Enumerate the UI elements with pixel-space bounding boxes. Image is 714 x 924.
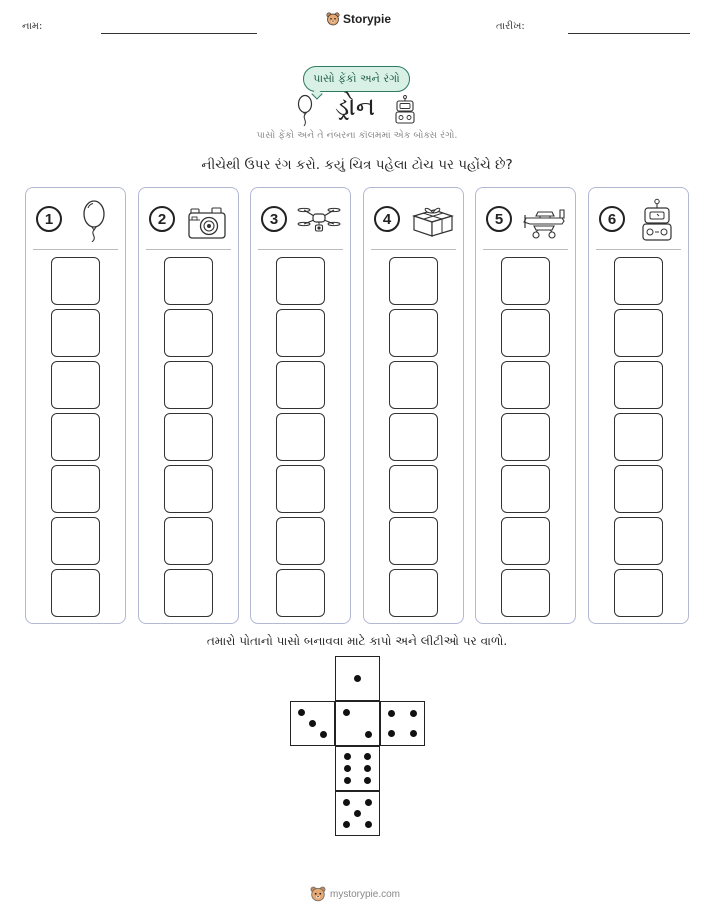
pip	[298, 709, 305, 716]
subtitle: પાસો ફેંકો અને તે નંબરના કૉલમમાં એક બોક્સ રંગો.	[256, 130, 458, 141]
robot-icon	[635, 198, 679, 242]
pip	[365, 799, 372, 806]
column-divider	[33, 249, 118, 250]
color-box[interactable]	[501, 413, 550, 461]
column-number: 3	[261, 206, 287, 232]
color-box[interactable]	[164, 465, 213, 513]
color-box[interactable]	[501, 517, 550, 565]
date-line[interactable]	[568, 33, 690, 34]
color-box[interactable]	[614, 257, 663, 305]
column-number: 4	[374, 206, 400, 232]
pip	[410, 730, 417, 737]
date-label: તારીખ:	[496, 21, 525, 32]
column-number: 2	[149, 206, 175, 232]
pip	[343, 709, 350, 716]
column-divider	[596, 249, 681, 250]
bear-icon	[326, 12, 340, 26]
color-box[interactable]	[51, 309, 100, 357]
pip	[344, 777, 351, 784]
color-box[interactable]	[51, 465, 100, 513]
pip	[320, 731, 327, 738]
color-box[interactable]	[276, 569, 325, 617]
die-face-2	[335, 701, 380, 746]
color-box[interactable]	[614, 569, 663, 617]
color-box[interactable]	[164, 517, 213, 565]
badge-text: પાસો ફેંકો અને રંગો	[313, 72, 400, 85]
color-box[interactable]	[389, 413, 438, 461]
color-box[interactable]	[51, 413, 100, 461]
instruction: નીચેથી ઉપર રંગ કરો. કયું ચિત્ર પહેલા ટોચ પર પહોંચે છે?	[201, 157, 513, 173]
color-box[interactable]	[501, 569, 550, 617]
color-box[interactable]	[51, 257, 100, 305]
color-box[interactable]	[389, 569, 438, 617]
color-box[interactable]	[51, 517, 100, 565]
column-number: 1	[36, 206, 62, 232]
column-divider	[258, 249, 343, 250]
color-box[interactable]	[276, 413, 325, 461]
column-6	[588, 187, 689, 624]
cut-instruction: તમારો પોતાનો પાસો બનાવવા માટે કાપો અને લીટીઓ પર વાળો.	[206, 634, 508, 648]
page-title: ડ્રોન	[335, 92, 376, 122]
color-box[interactable]	[51, 361, 100, 409]
color-box[interactable]	[614, 309, 663, 357]
pip	[410, 710, 417, 717]
die-face-5	[335, 791, 380, 836]
color-box[interactable]	[389, 517, 438, 565]
color-box[interactable]	[389, 465, 438, 513]
die-face-4	[380, 701, 425, 746]
color-box[interactable]	[276, 465, 325, 513]
pip	[344, 753, 351, 760]
color-box[interactable]	[164, 569, 213, 617]
pip	[365, 821, 372, 828]
color-box[interactable]	[614, 517, 663, 565]
pip	[388, 730, 395, 737]
balloon-icon	[296, 94, 314, 128]
badge	[303, 66, 410, 92]
column-number: 5	[486, 206, 512, 232]
color-box[interactable]	[276, 361, 325, 409]
drone-icon	[297, 198, 341, 242]
camera-icon	[185, 198, 229, 242]
pip	[364, 777, 371, 784]
color-box[interactable]	[614, 361, 663, 409]
pip	[343, 821, 350, 828]
color-box[interactable]	[389, 257, 438, 305]
pip	[364, 765, 371, 772]
color-box[interactable]	[501, 361, 550, 409]
balloon-icon	[72, 198, 116, 242]
column-divider	[483, 249, 568, 250]
die-face-3	[290, 701, 335, 746]
name-line[interactable]	[101, 33, 257, 34]
die-face-1	[335, 656, 380, 701]
color-box[interactable]	[501, 257, 550, 305]
brand-name: Storypie	[343, 12, 392, 26]
pip	[309, 720, 316, 727]
storypie-logo	[326, 12, 391, 26]
color-box[interactable]	[389, 361, 438, 409]
gift-box-icon	[410, 198, 454, 242]
color-box[interactable]	[614, 465, 663, 513]
die-face-6	[335, 746, 380, 791]
pip	[364, 753, 371, 760]
airplane-icon	[522, 198, 566, 242]
column-3	[250, 187, 351, 624]
color-box[interactable]	[164, 257, 213, 305]
color-box[interactable]	[276, 257, 325, 305]
color-box[interactable]	[164, 413, 213, 461]
color-box[interactable]	[276, 517, 325, 565]
column-divider	[146, 249, 231, 250]
color-box[interactable]	[501, 465, 550, 513]
color-box[interactable]	[164, 361, 213, 409]
column-1	[25, 187, 126, 624]
color-box[interactable]	[614, 413, 663, 461]
pip	[388, 710, 395, 717]
pip	[343, 799, 350, 806]
pip	[354, 675, 361, 682]
column-2	[138, 187, 239, 624]
color-box[interactable]	[501, 309, 550, 357]
pip	[344, 765, 351, 772]
pip	[354, 810, 361, 817]
pip	[365, 731, 372, 738]
robot-icon	[393, 95, 417, 125]
color-box[interactable]	[276, 309, 325, 357]
footer-url[interactable]: mystorypie.com	[330, 888, 401, 900]
column-number: 6	[599, 206, 625, 232]
color-box[interactable]	[164, 309, 213, 357]
column-4	[363, 187, 464, 624]
color-box[interactable]	[51, 569, 100, 617]
column-5	[475, 187, 576, 624]
column-divider	[371, 249, 456, 250]
bear-icon	[310, 886, 326, 902]
name-label: નામ:	[22, 21, 43, 32]
color-box[interactable]	[389, 309, 438, 357]
footer	[310, 886, 400, 902]
